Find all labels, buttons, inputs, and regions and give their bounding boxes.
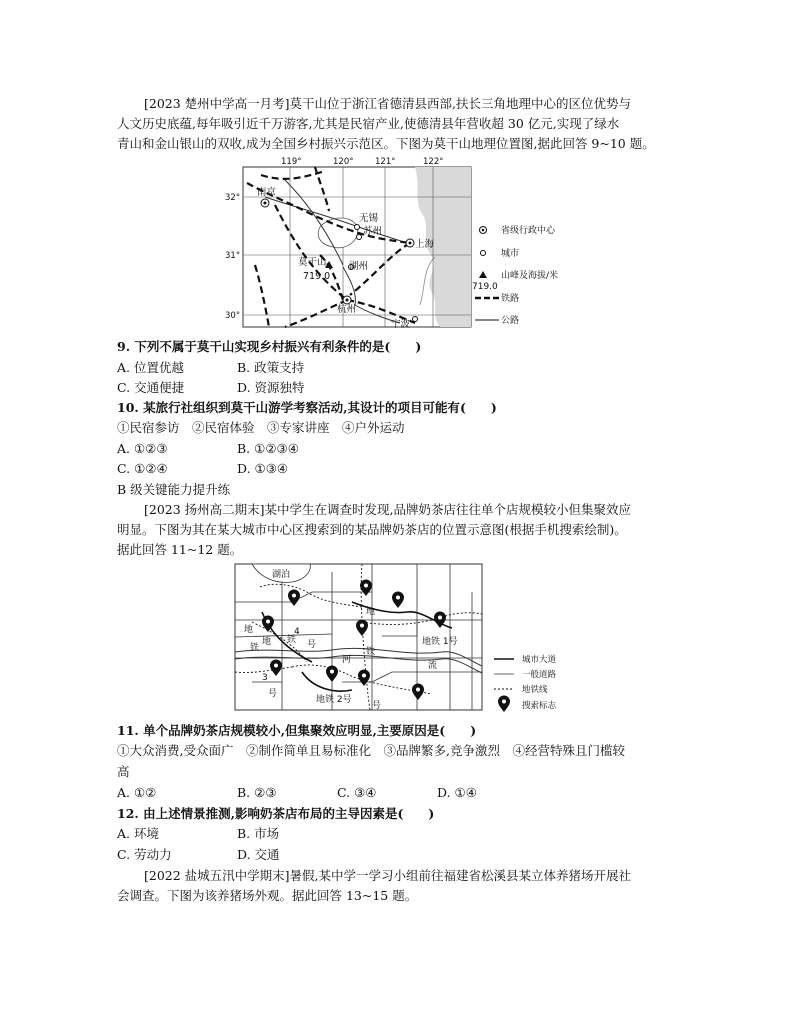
label-liu: 流 (428, 661, 438, 671)
q11-option-b: B. ②③ (237, 785, 277, 800)
lon-122: 122° (423, 157, 444, 167)
q9-option-a: A. 位置优越 (117, 360, 184, 375)
intro3-line1: [2022 盐城五汛中学期末]暑假,某中学一学习小组前往福建省松溪县某立体养猪场开展社 (144, 868, 632, 883)
label-n3: 3 (262, 673, 268, 683)
q11-option-a: A. ①② (117, 785, 157, 800)
peak-name: 莫干山 (298, 257, 327, 268)
legend-capital: 省级行政中心 (501, 226, 556, 236)
label-n4: 4 (294, 627, 300, 637)
label-hao3: 号 (372, 701, 382, 711)
mogan-location-map (225, 155, 585, 333)
lat-32: 32° (225, 193, 241, 203)
peak-elev: 719.0 (303, 271, 331, 282)
q11-items-line1: ①大众消费,受众面广 ②制作简单且易标准化 ③品牌繁多,竞争激烈 ④经营特殊且门槛较 (117, 743, 625, 758)
legend-peak: 山峰及海拔/米 (501, 271, 559, 281)
lon-119: 119° (281, 157, 302, 167)
legend-peak-sample: 719.0 (472, 282, 498, 292)
intro1-line3: 青山和金山银山的双收,成为全国乡村振兴示范区。下图为莫干山地理位置图,据此回答 9~10 题。 (117, 136, 655, 151)
legend-city: 城市 (501, 249, 520, 259)
label-hao2: 号 (268, 689, 278, 699)
label-di1: 地 (366, 607, 376, 617)
intro2-line3: 据此回答 11~12 题。 (117, 542, 243, 557)
q11-items-line2: 高 (117, 764, 130, 779)
q11-option-d: D. ①④ (437, 785, 477, 800)
q10-items: ①民宿参访 ②民宿体验 ③专家讲座 ④户外运动 (117, 420, 405, 435)
q9-option-c: C. 交通便捷 (117, 380, 185, 395)
q9-stem: 9. 下列不属于莫干山实现乡村振兴有利条件的是( ) (117, 339, 422, 354)
intro1-line2: 人文历史底蕴,每年吸引近千万游客,尤其是民宿产业,使德清县年营收超 30 亿元,实现了绿水 (117, 116, 620, 131)
label-line1: 地铁 1号 (422, 637, 458, 647)
lon-121: 121° (375, 157, 396, 167)
lon-120: 120° (333, 157, 354, 167)
q10-option-b: B. ①②③④ (237, 441, 299, 456)
lake-label: 湖泊 (272, 570, 291, 580)
legend-road: 一般道路 (522, 670, 557, 680)
q11-stem: 11. 单个品牌奶茶店规模较小,但集聚效应明显,主要原因是( ) (117, 723, 477, 738)
q12-stem: 12. 由上述情景推测,影响奶茶店布局的主导因素是( ) (117, 806, 435, 821)
label-tie3: 铁 (366, 647, 376, 657)
city-suzhou: 苏州 (363, 226, 383, 237)
label-di2: 地 (244, 625, 254, 635)
q11-option-c: C. ③④ (337, 785, 377, 800)
intro2-line1: [2023 扬州高二期末]某中学生在调查时发现,品牌奶茶店往往单个店规模较小但集聚效应 (144, 502, 632, 517)
city-nanjing: 南京 (257, 187, 277, 198)
q10-option-d: D. ①③④ (237, 461, 289, 476)
q10-option-c: C. ①②④ (117, 461, 168, 476)
q9-option-b: B. 政策支持 (237, 360, 305, 375)
legend-road: 公路 (501, 316, 520, 326)
intro2-line2: 明显。下图为其在某大城市中心区搜索到的某品牌奶茶店的位置示意图(根据手机搜索绘制)。 (117, 522, 627, 537)
label-line2: 地铁 2号 (316, 695, 352, 705)
label-tie1: 铁 (287, 635, 297, 645)
q12-option-d: D. 交通 (237, 847, 280, 862)
city-huzhou: 湖州 (349, 261, 369, 272)
q12-option-c: C. 劳动力 (117, 847, 172, 862)
lat-31: 31° (225, 251, 241, 261)
city-ningbo: 宁波 (391, 319, 411, 330)
city-hangzhou: 杭州 (337, 304, 357, 315)
q10-stem: 10. 某旅行社组织到莫干山游学考察活动,其设计的项目可能有( ) (117, 400, 497, 415)
lat-30: 30° (225, 311, 241, 321)
city-wuxi: 无锡 (359, 213, 379, 224)
section-b-heading: B 级关键能力提升练 (117, 482, 231, 497)
label-tie2: 铁 (250, 643, 260, 653)
label-di3: 地 (262, 637, 272, 647)
legend-marker: 搜索标志 (522, 701, 557, 711)
legend-avenue: 城市大道 (522, 655, 557, 665)
legend-rail: 铁路 (501, 294, 520, 304)
city-shanghai: 上海 (415, 239, 435, 250)
milk-tea-shop-map (232, 562, 577, 714)
q9-option-d: D. 资源独特 (237, 380, 305, 395)
intro3-line2: 会调查。下图为该养猪场外观。据此回答 13~15 题。 (117, 888, 418, 903)
q12-option-a: A. 环境 (117, 826, 159, 841)
q10-option-a: A. ①②③ (117, 441, 168, 456)
label-hao1: 号 (307, 640, 317, 650)
legend-metro: 地铁线 (522, 685, 548, 695)
intro1-line1: [2023 楚州中学高一月考]莫干山位于浙江省德清县西部,扶长三角地理中心的区位优势与 (144, 96, 632, 111)
q12-option-b: B. 市场 (237, 826, 280, 841)
label-he: 河 (342, 655, 352, 665)
